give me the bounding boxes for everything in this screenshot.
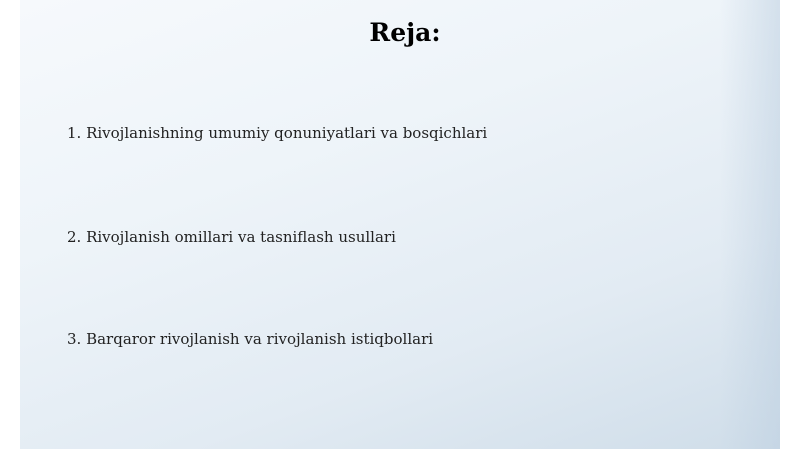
- plan-item-1: 1. Rivojlanishning umumiy qonuniyatlari va bosqichlari: [67, 124, 488, 142]
- plan-item-2: 2. Rivojlanish omillari va tasniflash usullari: [67, 228, 396, 246]
- slide-title: Reja:: [369, 18, 441, 47]
- plan-item-3: 3. Barqaror rivojlanish va rivojlanish istiqbollari: [67, 330, 434, 348]
- slide: [20, 0, 780, 449]
